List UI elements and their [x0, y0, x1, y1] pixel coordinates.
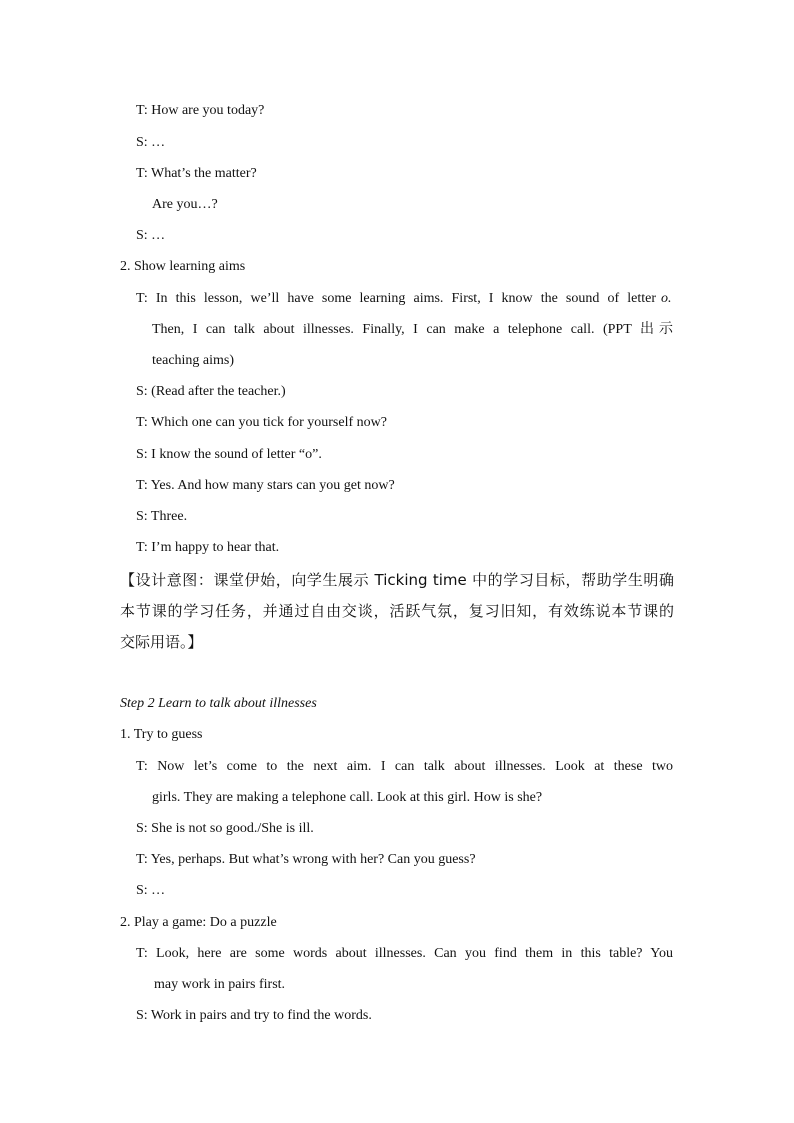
dialogue-line: S: …: [136, 883, 166, 898]
section-item-heading: 1. Try to guess: [120, 727, 203, 742]
design-note-line: 本节课的学习任务，并通过自由交谈，活跃气氛，复习旧知，有效练说本节课的: [120, 602, 674, 620]
dialogue-line: S: Work in pairs and try to find the words.: [136, 1008, 372, 1023]
dialogue-line: T: Now let’s come to the next aim. I can talk about illnesses. Look at these two: [136, 759, 673, 774]
dialogue-line: teaching aims): [152, 353, 235, 368]
design-note-line: 交际用语。】: [120, 633, 203, 651]
dialogue-line-letter: o.: [661, 291, 672, 306]
dialogue-line: Are you…?: [152, 197, 218, 212]
dialogue-line: S: Three.: [136, 509, 188, 524]
dialogue-line: S: …: [136, 228, 166, 243]
dialogue-line: girls. They are making a telephone call. Look at this girl. How is she?: [152, 790, 543, 805]
dialogue-line: Then, I can talk about illnesses. Finally, I can make a telephone call. (PPT 出示: [152, 322, 673, 337]
dialogue-line: T: Yes, perhaps. But what’s wrong with her? Can you guess?: [136, 852, 476, 867]
step-heading: Step 2 Learn to talk about illnesses: [120, 696, 317, 711]
dialogue-line: T: Look, here are some words about illnesses. Can you find them in this table? You: [136, 946, 673, 961]
dialogue-line: T: I’m happy to hear that.: [136, 540, 280, 555]
dialogue-line: T: Yes. And how many stars can you get now?: [136, 478, 395, 493]
dialogue-line: S: She is not so good./She is ill.: [136, 821, 314, 836]
dialogue-line: T: Which one can you tick for yourself now?: [136, 415, 387, 430]
dialogue-line: S: I know the sound of letter “o”.: [136, 447, 322, 462]
dialogue-line: S: …: [136, 135, 166, 150]
dialogue-line: S: (Read after the teacher.): [136, 384, 286, 399]
design-note-line: 【设计意图：课堂伊始，向学生展示 Ticking time 中的学习目标，帮助学生明确: [120, 571, 674, 589]
dialogue-line: may work in pairs first.: [154, 977, 286, 992]
dialogue-line: T: What’s the matter?: [136, 166, 257, 181]
section-item-heading: 2. Play a game: Do a puzzle: [120, 915, 277, 930]
dialogue-line: T: How are you today?: [136, 103, 265, 118]
section-item-heading: 2. Show learning aims: [120, 259, 246, 274]
dialogue-line: T: In this lesson, we’ll have some learning aims. First, I know the sound of letter: [136, 291, 656, 306]
